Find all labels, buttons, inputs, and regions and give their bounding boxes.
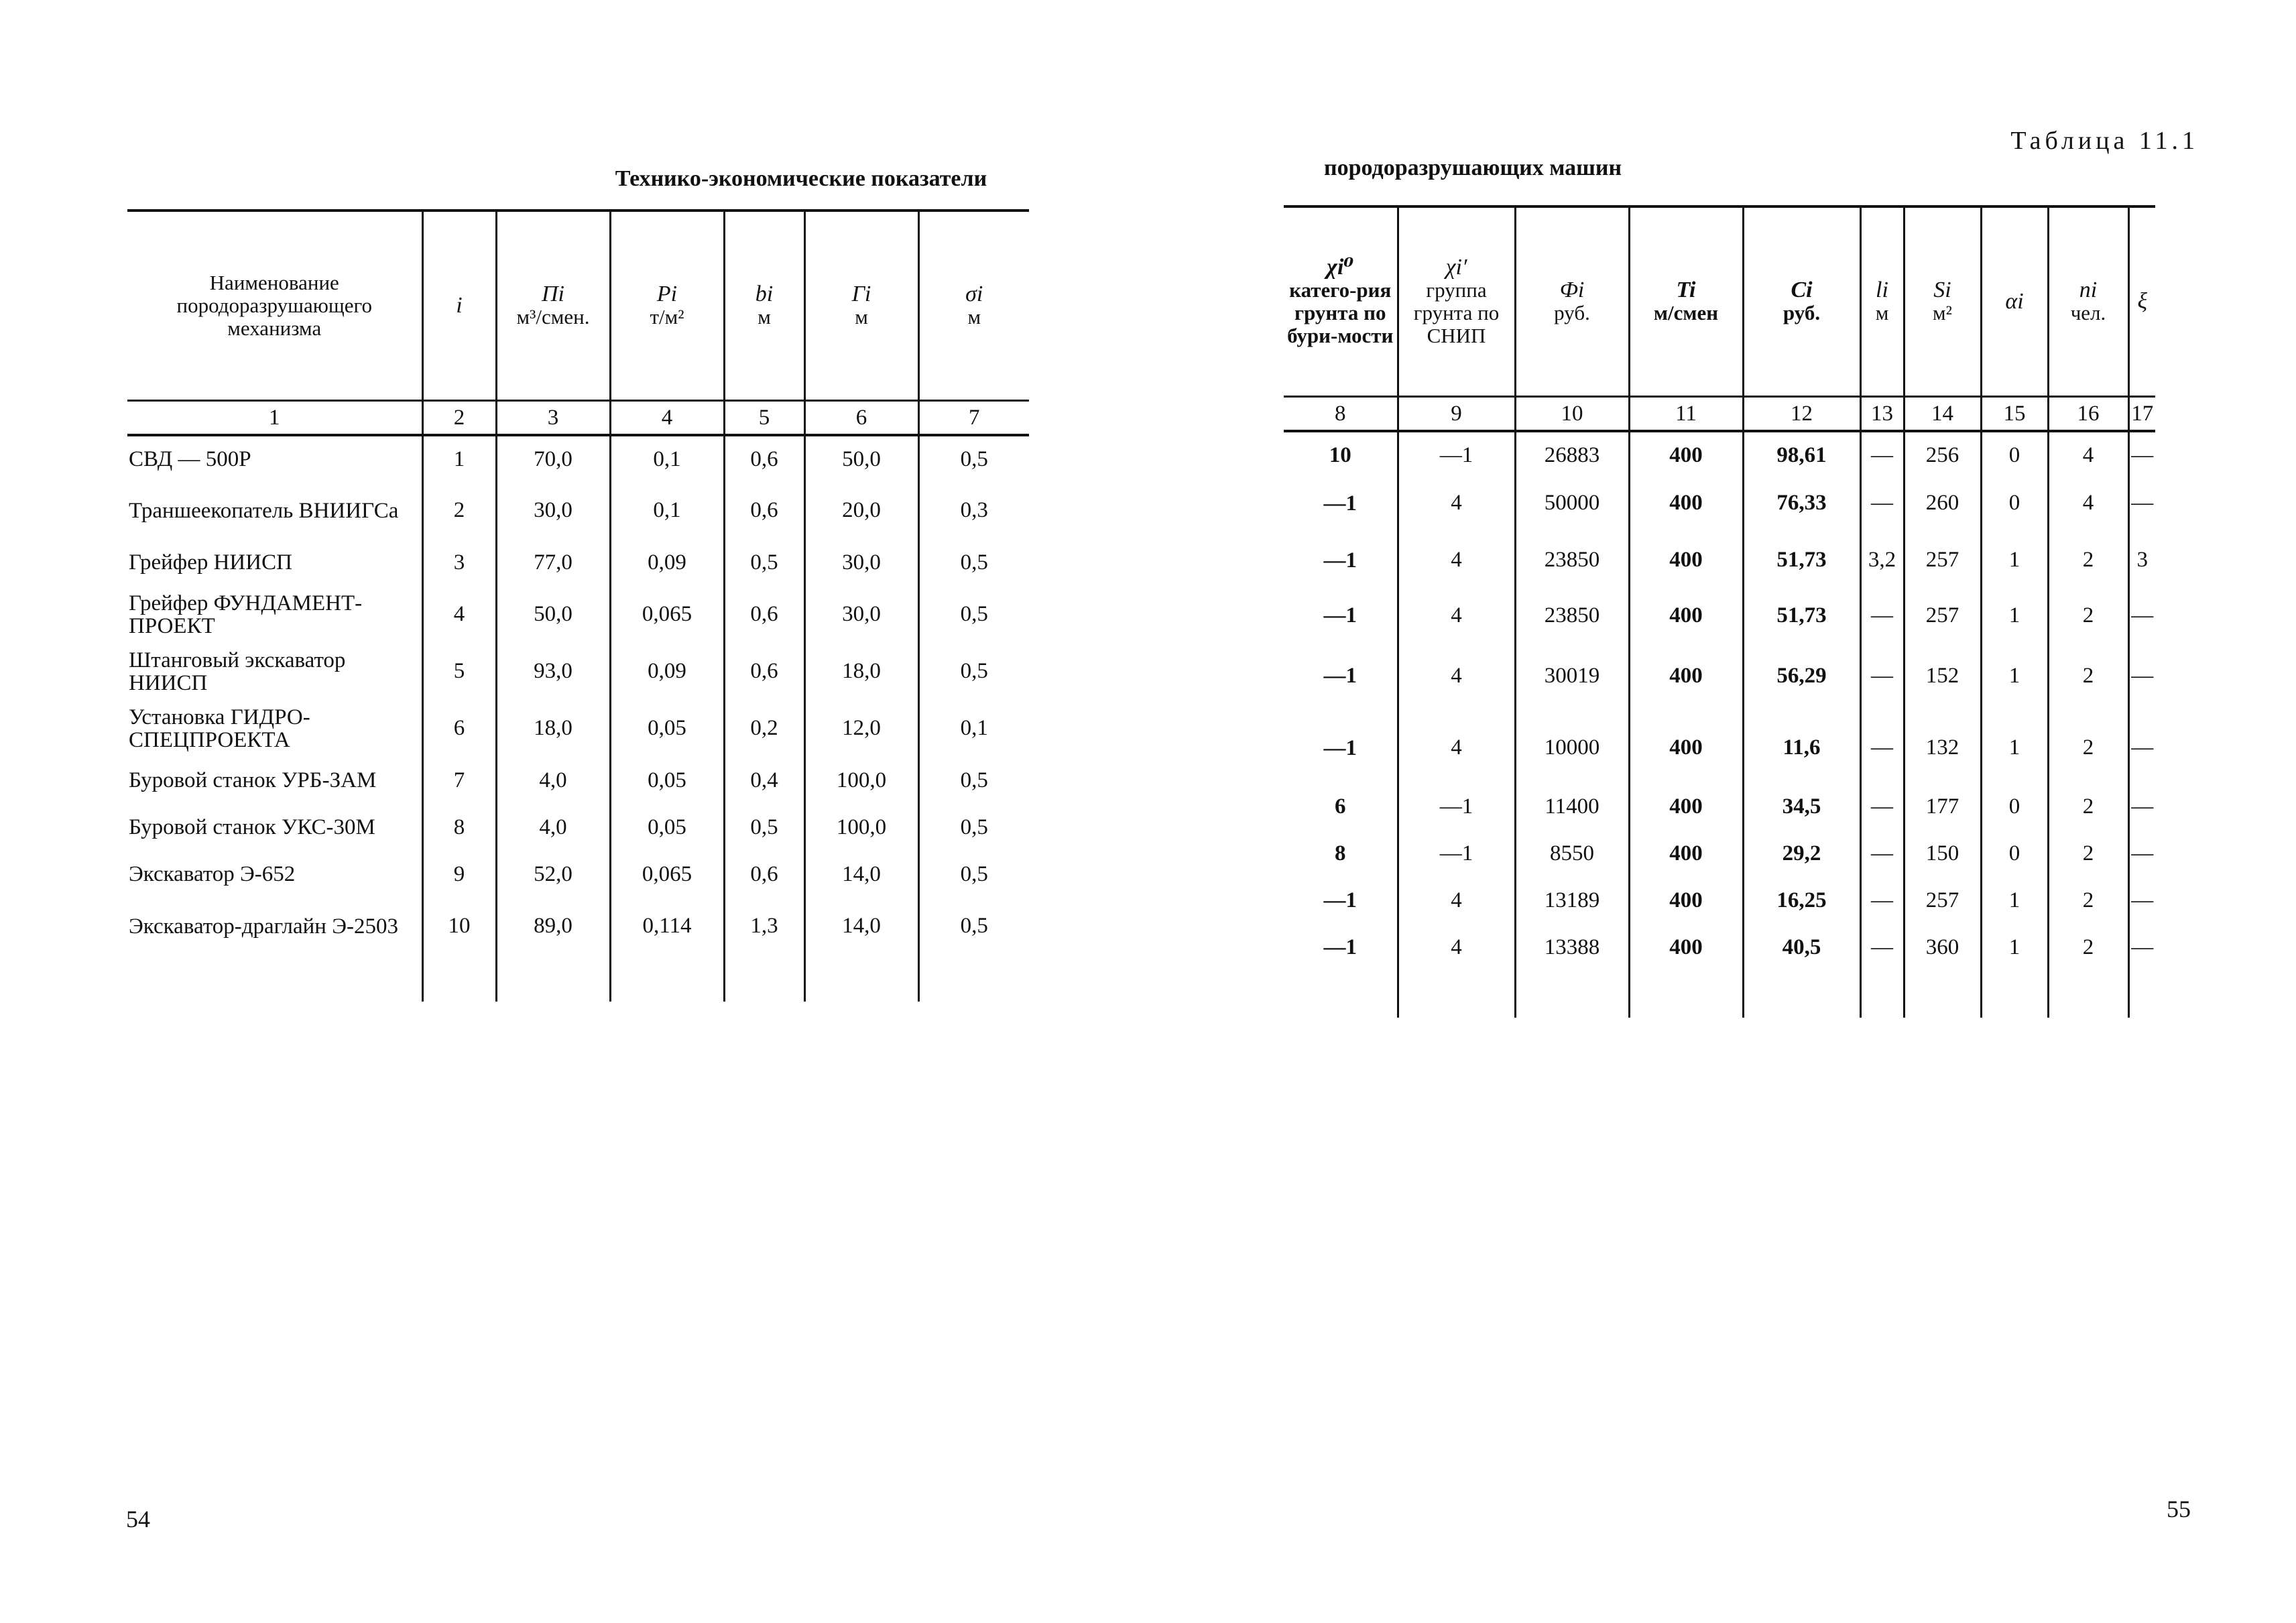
- table-cell: 4: [1398, 478, 1515, 528]
- table-cell: —: [1860, 431, 1904, 478]
- right-table: [1284, 205, 2155, 1018]
- table-cell: 89,0: [496, 898, 610, 955]
- table-cell: 0,6: [724, 435, 804, 482]
- table-cell: 2: [2048, 830, 2128, 877]
- table-cell: 400: [1629, 924, 1743, 971]
- table-cell: —: [1860, 830, 1904, 877]
- col-header-depth: Гi м: [804, 211, 918, 401]
- table-cell: 1: [1981, 924, 2048, 971]
- table-row: [1284, 431, 2155, 478]
- table-cell: 4: [422, 586, 496, 643]
- table-cell: 10: [1329, 443, 1351, 467]
- table-title-left: Технико-экономические показатели: [615, 166, 987, 191]
- col-number: 3: [496, 401, 610, 436]
- col-number: 12: [1743, 397, 1860, 432]
- table-cell: —1: [1398, 783, 1515, 830]
- table-cell: 3: [2128, 528, 2155, 592]
- table-cell: 12,0: [804, 700, 918, 757]
- table-cell: 8550: [1515, 830, 1629, 877]
- left-table: [127, 209, 1029, 1002]
- table-cell: 30,0: [496, 482, 610, 539]
- table-cell: 400: [1629, 830, 1743, 877]
- table-row: [1284, 713, 2155, 783]
- table-row: [1284, 783, 2155, 830]
- table-cell: 0,5: [918, 851, 1029, 898]
- table-cell: 30,0: [804, 586, 918, 643]
- table-cell: 52,0: [496, 851, 610, 898]
- col-number: 11: [1629, 397, 1743, 432]
- table-cell: —: [2128, 877, 2155, 924]
- table-cell: —1: [1398, 431, 1515, 478]
- table-cell: Траншеекопатель ВНИИГСа: [129, 498, 399, 523]
- table-cell: —: [2128, 431, 2155, 478]
- table-cell: 10: [422, 898, 496, 955]
- table-cell: 4,0: [496, 804, 610, 851]
- table-cell: 3: [422, 539, 496, 586]
- table-cell: 0,5: [918, 898, 1029, 955]
- table-cell: Буровой станок УКС-30М: [129, 815, 375, 839]
- table-cell: —: [1860, 924, 1904, 971]
- table-row: [127, 539, 1029, 586]
- table-cell: 0,6: [724, 851, 804, 898]
- table-cell: 10000: [1515, 713, 1629, 783]
- table-cell: СВД — 500Р: [129, 447, 251, 471]
- table-row: [127, 804, 1029, 851]
- table-row: [1284, 478, 2155, 528]
- table-bottom-spacer: [1284, 971, 2155, 1018]
- table-cell: 360: [1904, 924, 1981, 971]
- table-cell: 76,33: [1743, 478, 1860, 528]
- table-bottom-spacer: [127, 955, 1029, 1002]
- table-cell: 0: [1981, 783, 2048, 830]
- table-cell: 0,1: [610, 435, 724, 482]
- table-cell: 0,05: [610, 804, 724, 851]
- table-cell: 8: [1335, 841, 1346, 865]
- table-cell: Экскаватор Э-652: [129, 862, 296, 886]
- col-number: 9: [1398, 397, 1515, 432]
- table-cell: 11400: [1515, 783, 1629, 830]
- table-cell: 100,0: [804, 804, 918, 851]
- table-cell: 257: [1904, 528, 1981, 592]
- table-row: [127, 851, 1029, 898]
- table-cell: 2: [2048, 639, 2128, 713]
- table-cell: 0,05: [610, 757, 724, 804]
- col-number: 15: [1981, 397, 2048, 432]
- table-cell: 2: [2048, 783, 2128, 830]
- table-row: [127, 586, 1029, 643]
- col-number: 17: [2128, 397, 2155, 432]
- table-cell: 400: [1629, 713, 1743, 783]
- table-cell: 400: [1629, 478, 1743, 528]
- table-cell: 400: [1629, 783, 1743, 830]
- table-row: [127, 700, 1029, 757]
- table-row: [1284, 528, 2155, 592]
- table-cell: 14,0: [804, 851, 918, 898]
- col-header-i: i: [422, 211, 496, 401]
- table-cell: 4: [1398, 877, 1515, 924]
- table-cell: 2: [2048, 528, 2128, 592]
- col-number: 14: [1904, 397, 1981, 432]
- table-cell: 30019: [1515, 639, 1629, 713]
- table-row: [1284, 830, 2155, 877]
- table-cell: 0,5: [918, 435, 1029, 482]
- table-cell: —: [1860, 783, 1904, 830]
- table-cell: 4: [1398, 924, 1515, 971]
- table-cell: 257: [1904, 592, 1981, 639]
- col-header-pressure: Pi т/м²: [610, 211, 724, 401]
- table-cell: 2: [2048, 877, 2128, 924]
- col-number: 7: [918, 401, 1029, 436]
- table-cell: —1: [1323, 888, 1357, 912]
- table-cell: 0,5: [918, 757, 1029, 804]
- table-cell: 2: [2048, 592, 2128, 639]
- table-cell: 257: [1904, 877, 1981, 924]
- table-cell: 50,0: [496, 586, 610, 643]
- table-cell: 8: [422, 804, 496, 851]
- table-cell: 29,2: [1743, 830, 1860, 877]
- table-cell: 13189: [1515, 877, 1629, 924]
- table-cell: 260: [1904, 478, 1981, 528]
- table-cell: —1: [1323, 548, 1357, 573]
- table-cell: 2: [2048, 924, 2128, 971]
- table-cell: 50000: [1515, 478, 1629, 528]
- table-cell: 1: [1981, 528, 2048, 592]
- table-cell: 7: [422, 757, 496, 804]
- table-row: [127, 757, 1029, 804]
- table-cell: 0,6: [724, 482, 804, 539]
- table-cell: 56,29: [1743, 639, 1860, 713]
- col-number: 16: [2048, 397, 2128, 432]
- table-cell: 0,05: [610, 700, 724, 757]
- table-cell: —1: [1323, 735, 1357, 760]
- table-cell: 0,1: [918, 700, 1029, 757]
- table-cell: 0,09: [610, 539, 724, 586]
- table-cell: 1,3: [724, 898, 804, 955]
- table-row: [127, 435, 1029, 482]
- table-cell: 9: [422, 851, 496, 898]
- table-cell: 0: [1981, 431, 2048, 478]
- table-cell: —: [1860, 713, 1904, 783]
- table-cell: 18,0: [496, 700, 610, 757]
- col-header-xi: ξ: [2128, 206, 2155, 397]
- table-cell: 0,4: [724, 757, 804, 804]
- table-cell: —: [1860, 592, 1904, 639]
- table-cell: 51,73: [1743, 592, 1860, 639]
- col-number: 5: [724, 401, 804, 436]
- right-table-column-numbers: [1284, 397, 2155, 432]
- page-number-right: 55: [2167, 1496, 2191, 1522]
- col-number: 10: [1515, 397, 1629, 432]
- table-cell: 23850: [1515, 592, 1629, 639]
- table-cell: 23850: [1515, 528, 1629, 592]
- table-cell: —: [1860, 639, 1904, 713]
- col-number: 1: [127, 401, 422, 436]
- table-cell: 14,0: [804, 898, 918, 955]
- col-header-name: Наименование породоразрушающего механизма: [127, 211, 422, 401]
- table-cell: 152: [1904, 639, 1981, 713]
- table-cell: 4: [1398, 528, 1515, 592]
- page-number-left: 54: [126, 1506, 150, 1532]
- table-cell: 0,09: [610, 643, 724, 700]
- table-cell: 100,0: [804, 757, 918, 804]
- table-cell: —1: [1398, 830, 1515, 877]
- table-cell: 132: [1904, 713, 1981, 783]
- right-table-header: [1284, 206, 2155, 397]
- table-cell: 0,5: [918, 643, 1029, 700]
- col-number: 2: [422, 401, 496, 436]
- table-row: [1284, 592, 2155, 639]
- col-number: 8: [1284, 397, 1398, 432]
- col-header-cost: Фi руб.: [1515, 206, 1629, 397]
- col-header-area: Si м²: [1904, 206, 1981, 397]
- table-row: [1284, 924, 2155, 971]
- table-cell: 1: [1981, 877, 2048, 924]
- col-header-width: bi м: [724, 211, 804, 401]
- table-cell: 4: [1398, 592, 1515, 639]
- col-number: 13: [1860, 397, 1904, 432]
- table-cell: 6: [422, 700, 496, 757]
- table-cell: Экскаватор-драглайн Э-2503: [129, 914, 398, 939]
- table-cell: 0,5: [918, 804, 1029, 851]
- col-header-crew: ni чел.: [2048, 206, 2128, 397]
- table-cell: 18,0: [804, 643, 918, 700]
- table-cell: 50,0: [804, 435, 918, 482]
- table-cell: 34,5: [1743, 783, 1860, 830]
- table-cell: 0,2: [724, 700, 804, 757]
- table-cell: 0,5: [724, 539, 804, 586]
- table-cell: 26883: [1515, 431, 1629, 478]
- table-cell: 400: [1629, 431, 1743, 478]
- table-cell: 400: [1629, 639, 1743, 713]
- table-cell: 0,5: [724, 804, 804, 851]
- table-cell: 4: [1398, 639, 1515, 713]
- table-cell: 2: [2048, 713, 2128, 783]
- table-cell: 0: [1981, 478, 2048, 528]
- table-cell: 0,5: [918, 539, 1029, 586]
- left-table-header: [127, 211, 1029, 401]
- table-cell: 93,0: [496, 643, 610, 700]
- col-header-unit-cost: Ci руб.: [1743, 206, 1860, 397]
- table-cell: —: [1860, 877, 1904, 924]
- table-cell: 11,6: [1743, 713, 1860, 783]
- table-cell: —: [2128, 639, 2155, 713]
- table-cell: 256: [1904, 431, 1981, 478]
- table-cell: 3,2: [1860, 528, 1904, 592]
- table-cell: Грейфер ФУНДАМЕНТ-ПРОЕКТ: [129, 591, 363, 638]
- col-header-sigma: σi м: [918, 211, 1029, 401]
- table-cell: 98,61: [1743, 431, 1860, 478]
- table-cell: —1: [1323, 603, 1357, 627]
- table-cell: Штанговый экскаватор НИИСП: [129, 648, 346, 695]
- col-header-length: li м: [1860, 206, 1904, 397]
- table-row: [127, 643, 1029, 700]
- table-cell: —: [1860, 478, 1904, 528]
- col-header-snip-group: χi′ группа грунта по СНИП: [1398, 206, 1515, 397]
- table-cell: 400: [1629, 877, 1743, 924]
- table-cell: 150: [1904, 830, 1981, 877]
- table-cell: 5: [422, 643, 496, 700]
- table-cell: 4,0: [496, 757, 610, 804]
- table-cell: 4: [2048, 431, 2128, 478]
- table-row: [127, 898, 1029, 955]
- table-cell: 400: [1629, 592, 1743, 639]
- table-cell: Установка ГИДРО-СПЕЦПРОЕКТА: [129, 705, 310, 752]
- col-header-time: Ti м/смен: [1629, 206, 1743, 397]
- table-cell: 0,114: [610, 898, 724, 955]
- table-cell: 20,0: [804, 482, 918, 539]
- table-cell: 4: [1398, 713, 1515, 783]
- table-cell: 70,0: [496, 435, 610, 482]
- col-number: 4: [610, 401, 724, 436]
- table-cell: 0,1: [610, 482, 724, 539]
- table-cell: 16,25: [1743, 877, 1860, 924]
- table-cell: 51,73: [1743, 528, 1860, 592]
- table-cell: —: [2128, 592, 2155, 639]
- table-cell: 177: [1904, 783, 1981, 830]
- table-cell: 1: [1981, 713, 2048, 783]
- table-cell: 40,5: [1743, 924, 1860, 971]
- table-cell: 13388: [1515, 924, 1629, 971]
- table-row: [127, 482, 1029, 539]
- table-cell: 0,6: [724, 643, 804, 700]
- table-cell: 0: [1981, 830, 2048, 877]
- table-cell: 77,0: [496, 539, 610, 586]
- table-label: Таблица 11.1: [2010, 127, 2199, 155]
- col-header-alpha: αi: [1981, 206, 2048, 397]
- col-header-drill-category: χi⁰ катего-рия грунта по бури-мости: [1284, 206, 1398, 397]
- table-cell: 0,3: [918, 482, 1029, 539]
- table-cell: 1: [422, 435, 496, 482]
- table-cell: —1: [1323, 935, 1357, 959]
- table-title-right: породоразрушающих машин: [1324, 156, 1622, 180]
- table-cell: 400: [1629, 528, 1743, 592]
- table-cell: 6: [1335, 794, 1346, 819]
- table-cell: 0,065: [610, 851, 724, 898]
- col-number: 6: [804, 401, 918, 436]
- table-cell: —: [2128, 783, 2155, 830]
- table-row: [1284, 877, 2155, 924]
- table-cell: 1: [1981, 639, 2048, 713]
- table-cell: 2: [422, 482, 496, 539]
- table-cell: Грейфер НИИСП: [129, 550, 292, 575]
- table-cell: —: [2128, 924, 2155, 971]
- col-header-productivity: Пi м³/смен.: [496, 211, 610, 401]
- table-cell: —: [2128, 478, 2155, 528]
- table-cell: Буровой станок УРБ-ЗАМ: [129, 768, 377, 792]
- table-row: [1284, 639, 2155, 713]
- table-cell: —: [2128, 713, 2155, 783]
- table-cell: 0,065: [610, 586, 724, 643]
- table-cell: 1: [1981, 592, 2048, 639]
- table-cell: 0,6: [724, 586, 804, 643]
- table-cell: —: [2128, 830, 2155, 877]
- table-cell: —1: [1323, 491, 1357, 516]
- left-table-column-numbers: [127, 401, 1029, 436]
- table-cell: 4: [2048, 478, 2128, 528]
- table-cell: 30,0: [804, 539, 918, 586]
- table-cell: —1: [1323, 664, 1357, 688]
- table-cell: 0,5: [918, 586, 1029, 643]
